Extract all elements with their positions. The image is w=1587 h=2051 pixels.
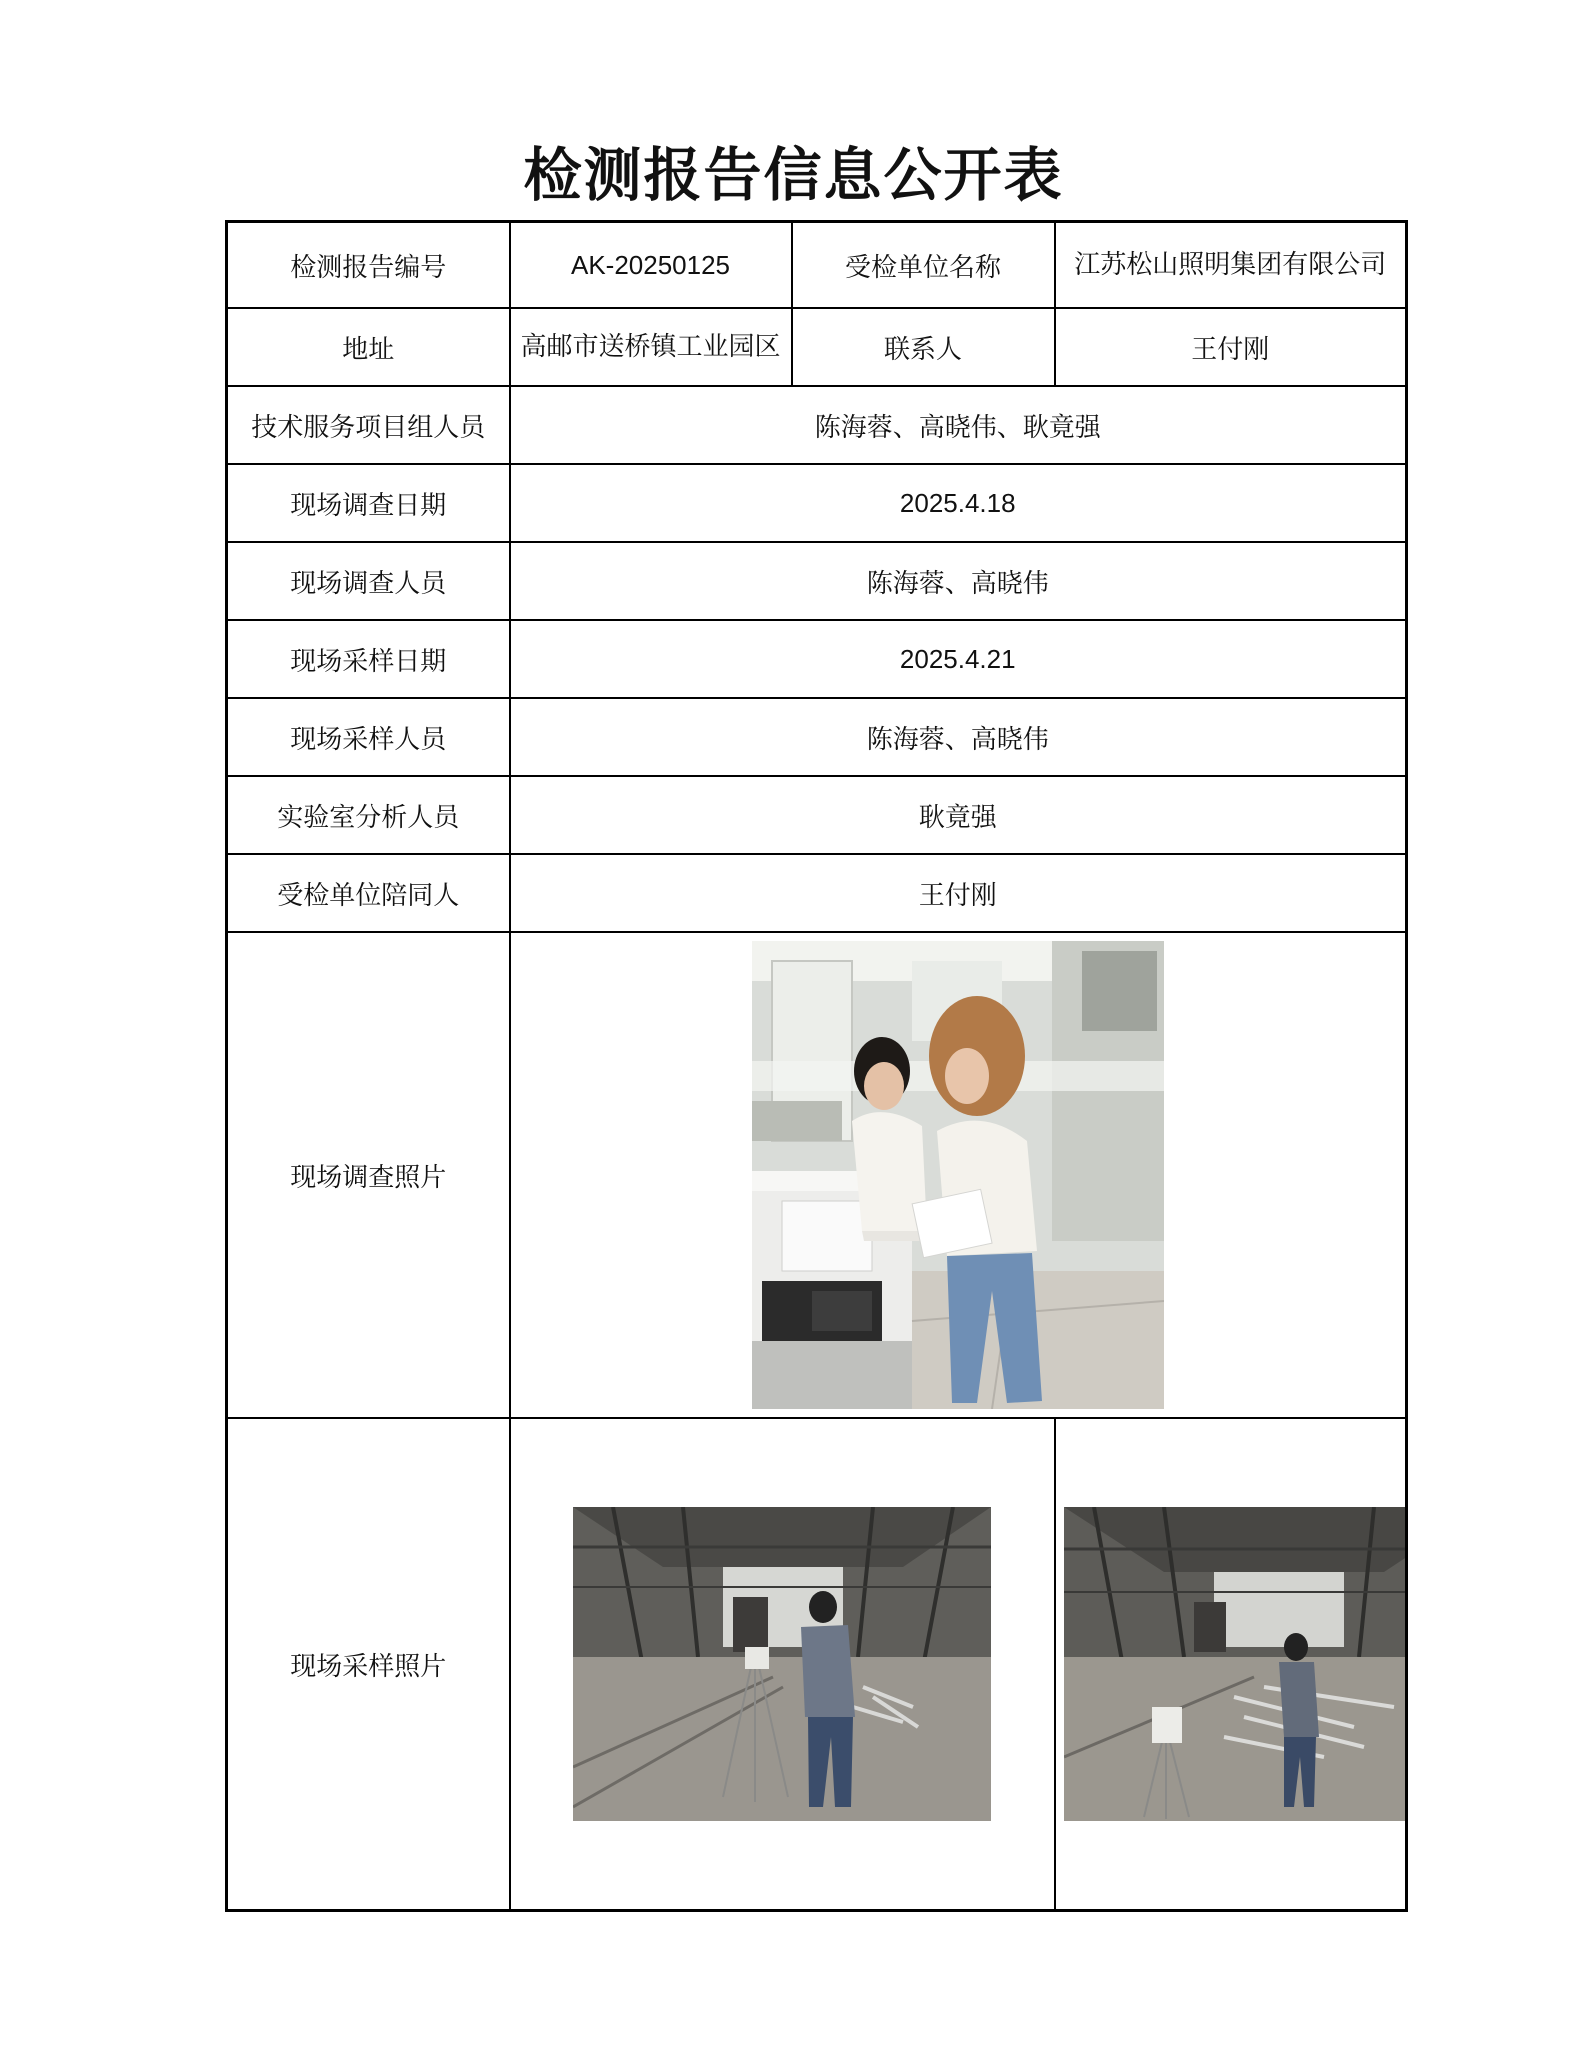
survey-photo-cell	[510, 932, 1407, 1418]
report-info-table	[225, 220, 1408, 1912]
lab-staff-value: 耿竟强	[510, 776, 1407, 854]
report-no-label: 检测报告编号	[227, 222, 510, 309]
survey-staff-label: 现场调查人员	[227, 542, 510, 620]
survey-staff-value: 陈海蓉、高晓伟	[510, 542, 1407, 620]
contact-label: 联系人	[792, 308, 1055, 386]
unit-name-label: 受检单位名称	[792, 222, 1055, 309]
sampling-date-value: 2025.4.21	[510, 620, 1407, 698]
table-row	[227, 386, 1407, 464]
factory-sampling-image-2	[1064, 1507, 1407, 1821]
team-value: 陈海蓉、高晓伟、耿竟强	[510, 386, 1407, 464]
escort-label: 受检单位陪同人	[227, 854, 510, 932]
office-survey-image	[752, 941, 1164, 1409]
lab-staff-label: 实验室分析人员	[227, 776, 510, 854]
page-title: 检测报告信息公开表	[523, 141, 1064, 209]
table-row	[227, 542, 1407, 620]
team-label: 技术服务项目组人员	[227, 386, 510, 464]
table-row	[227, 698, 1407, 776]
sampling-photo-1	[573, 1507, 991, 1821]
survey-date-label: 现场调查日期	[227, 464, 510, 542]
address-value: 高邮市送桥镇工业园区	[510, 308, 792, 386]
table-row	[227, 932, 1407, 1418]
table-row	[227, 1418, 1407, 1911]
survey-photo-label: 现场调查照片	[227, 932, 510, 1418]
sampling-photo-cell-2	[1055, 1418, 1407, 1911]
sampling-photo-cell-1	[510, 1418, 1055, 1911]
unit-name-value: 江苏松山照明集团有限公司	[1055, 222, 1407, 309]
survey-photo	[752, 941, 1164, 1409]
contact-value: 王付刚	[1055, 308, 1407, 386]
sampling-date-label: 现场采样日期	[227, 620, 510, 698]
table-row	[227, 620, 1407, 698]
table-row	[227, 222, 1407, 309]
factory-sampling-image-1	[573, 1507, 991, 1821]
table-row	[227, 308, 1407, 386]
sampling-staff-label: 现场采样人员	[227, 698, 510, 776]
table-row	[227, 776, 1407, 854]
sampling-photo-2	[1064, 1507, 1407, 1821]
address-label: 地址	[227, 308, 510, 386]
survey-date-value: 2025.4.18	[510, 464, 1407, 542]
sampling-staff-value: 陈海蓉、高晓伟	[510, 698, 1407, 776]
sampling-photo-label: 现场采样照片	[227, 1418, 510, 1911]
table-row	[227, 464, 1407, 542]
escort-value: 王付刚	[510, 854, 1407, 932]
report-no-value: AK-20250125	[510, 222, 792, 309]
table-row	[227, 854, 1407, 932]
